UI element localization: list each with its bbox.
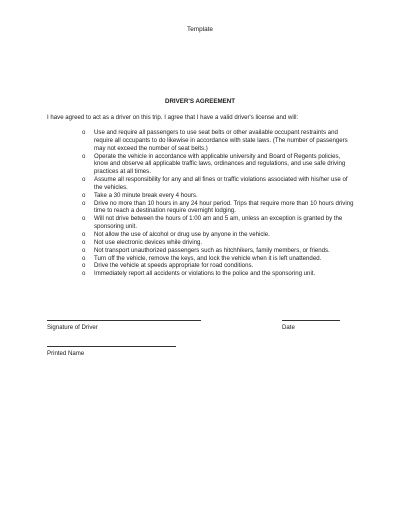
printed-name-line (47, 346, 176, 347)
date-label: Date (282, 324, 295, 331)
bullet-circle-icon: o (82, 176, 86, 184)
agreement-rule-item (82, 215, 354, 231)
agreement-rule-text: Operate the vehicle in accordance with applicable university and Board of Regents policies, know and observe all applicable traffic laws, ordinances and regulations, and use safe driving practices at all times. (94, 152, 346, 176)
agreement-rule-text: Will not drive between the hours of 1:00 am and 5 am, unless an exception is granted by the sponsoring unit. (94, 215, 343, 231)
bullet-circle-icon: o (82, 270, 86, 278)
agreement-rule-text: Drive no more than 10 hours in any 24 hour period. Trips that require more than 10 hours driving time to reach a destination require overnight lodging. (94, 199, 354, 215)
agreement-rule-item (82, 153, 354, 177)
driver-signature-label: Signature of Driver (47, 324, 98, 331)
agreement-rule-text: Turn off the vehicle, remove the keys, and lock the vehicle when it is left unattended. (94, 254, 322, 262)
agreement-rule-text: Not allow the use of alcohol or drug use by anyone in the vehicle. (94, 230, 270, 238)
agreement-rule-text: Not use electronic devices while driving. (94, 238, 203, 246)
bullet-circle-icon: o (82, 191, 86, 199)
bullet-circle-icon: o (82, 199, 86, 207)
bullet-circle-icon: o (82, 230, 86, 238)
agreement-rule-item (82, 247, 354, 255)
agreement-rule-item (82, 239, 354, 247)
agreement-rule-text: Immediately report all accidents or violations to the police and the sponsoring unit. (94, 270, 316, 278)
agreement-rule-item (82, 200, 354, 216)
bullet-circle-icon: o (82, 254, 86, 262)
agreement-title: DRIVER'S AGREEMENT (165, 98, 235, 105)
driver-signature-line (47, 320, 201, 321)
agreement-rule-text: Take a 30 minute break every 4 hours. (94, 191, 198, 199)
agreement-rule-item (82, 255, 354, 263)
agreement-rule-item (82, 176, 354, 192)
date-line (282, 320, 340, 321)
bullet-circle-icon: o (82, 246, 86, 254)
agreement-intro: I have agreed to act as a driver on this trip. I agree that I have a valid driver's license and will: (47, 114, 299, 121)
agreement-rule-text: Drive the vehicle at speeds appropriate for road conditions. (94, 262, 254, 270)
bullet-circle-icon: o (82, 238, 86, 246)
agreement-rule-text: Not transport unauthorized passengers such as hitchhikers, family members, or friends. (94, 246, 330, 254)
bullet-circle-icon: o (82, 262, 86, 270)
bullet-circle-icon: o (82, 215, 86, 223)
agreement-rule-item (82, 231, 354, 239)
agreement-rule-item (82, 129, 354, 153)
agreement-rules-list (82, 129, 354, 278)
page-header-title: Template (187, 26, 213, 33)
agreement-rule-item (82, 262, 354, 270)
bullet-circle-icon: o (82, 152, 86, 160)
bullet-circle-icon: o (82, 129, 86, 136)
agreement-rule-item (82, 270, 354, 278)
printed-name-label: Printed Name (47, 350, 85, 357)
agreement-rule-item (82, 192, 354, 200)
agreement-rule-text: Use and require all passengers to use seat belts or other available occupant restraints and require all occupants to do likewise in accordance with state laws. (The number of passengers may not exceed the number of seat belts.) (94, 129, 348, 152)
agreement-rule-text: Assume all responsibility for any and all fines or traffic violations associated with his/her use of the vehicles. (94, 176, 348, 191)
